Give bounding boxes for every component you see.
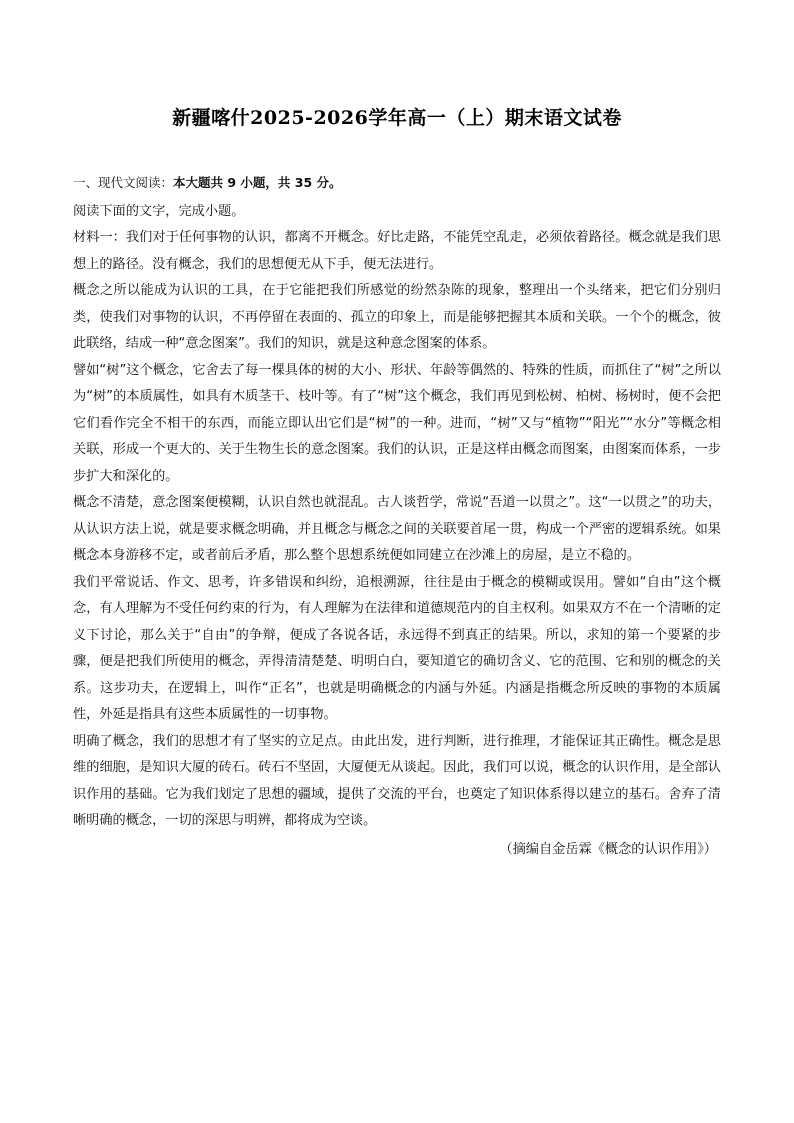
material-paragraph-1: 材料一：我们对于任何事物的认识，都离不开概念。好比走路，不能凭空乱走，必须依着路径。概念就是我们思想上的路径。没有概念，我们的思想便无从下手，便无法进行。 [73,230,721,272]
section-heading-prefix: 一、现代文阅读： [73,175,174,190]
material-paragraph-2: 概念之所以能成为认识的工具，在于它能把我们所感觉的纷然杂陈的现象，整理出一个头绪来，把它们分别归类，使我们对事物的认识，不再停留在表面的、孤立的印象上，而是能够把握其本质和关联。一个个的概念，彼此联络，结成一种“意念图案”。我们的知识，就是这种意念图案的体系。 [73,283,721,351]
source-citation: （摘编自金岳霖《概念的认识作用》） [499,841,717,857]
material-paragraph-3: 譬如“树”这个概念，它舍去了每一棵具体的树的大小、形状、年龄等偶然的、特殊的性质，而抓住了“树”之所以为“树”的本质属性，如具有木质茎干、枝叶等。有了“树”这个概念，我们再见到松树、柏树、杨树时，便不会把它们看作完全不相干的东西，而能立即认出它们是“树”的一种。进而，“树”又与“植物”“阳光”“水分”等概念相关联，形成一个更大的、关于生物生长的意念图案。我们的认识，正是这样由概念而图案，由图案而体系，一步步扩大和深化的。 [73,362,721,484]
material-paragraph-5: 我们平常说话、作文、思考，许多错误和纠纷，追根溯源，往往是由于概念的模糊或误用。譬如“自由”这个概念，有人理解为不受任何约束的行为，有人理解为在法律和道德规范内的自主权利。如果双方不在一个清晰的定义下讨论，那么关于“自由”的争辩，便成了各说各话，永远得不到真正的结果。所以，求知的第一个要紧的步骤，便是把我们所使用的概念，弄得清清楚楚、明明白白，要知道它的确切含义、它的范围、它和别的概念的关系。这步功夫，在逻辑上，叫作“正名”，也就是明确概念的内涵与外延。内涵是指概念所反映的事物的本质属性，外延是指具有这些本质属性的一切事物。 [73,574,721,722]
section-heading [73,170,721,197]
section-heading-detail: 本大题共 9 小题，共 35 分。 [173,175,342,190]
reading-instruction: 阅读下面的文字，完成小题。 [73,203,245,219]
reading-section [73,172,721,863]
material-paragraph-6: 明确了概念，我们的思想才有了坚实的立足点。由此出发，进行判断，进行推理，才能保证其正确性。概念是思维的细胞，是知识大厦的砖石。砖石不坚固，大厦便无从谈起。因此，我们可以说，概念的认识作用，是全部认识作用的基础。它为我们划定了思想的疆域，提供了交流的平台，也奠定了知识体系得以建立的基石。舍弃了清晰明确的概念，一切的深思与明辨，都将成为空谈。 [73,733,721,828]
exam-title: 新疆喀什2025-2026学年高一（上）期末语文试卷 [172,107,622,129]
material-paragraph-4: 概念不清楚，意念图案便模糊，认识自然也就混乱。古人谈哲学，常说“吾道一以贯之”。这“一以贯之”的功夫，从认识方法上说，就是要求概念明确，并且概念与概念之间的关联要首尾一贯，构成一个严密的逻辑系统。如果概念本身游移不定，或者前后矛盾，那么整个思想系统便如同建立在沙滩上的房屋，是立不稳的。 [73,495,721,563]
